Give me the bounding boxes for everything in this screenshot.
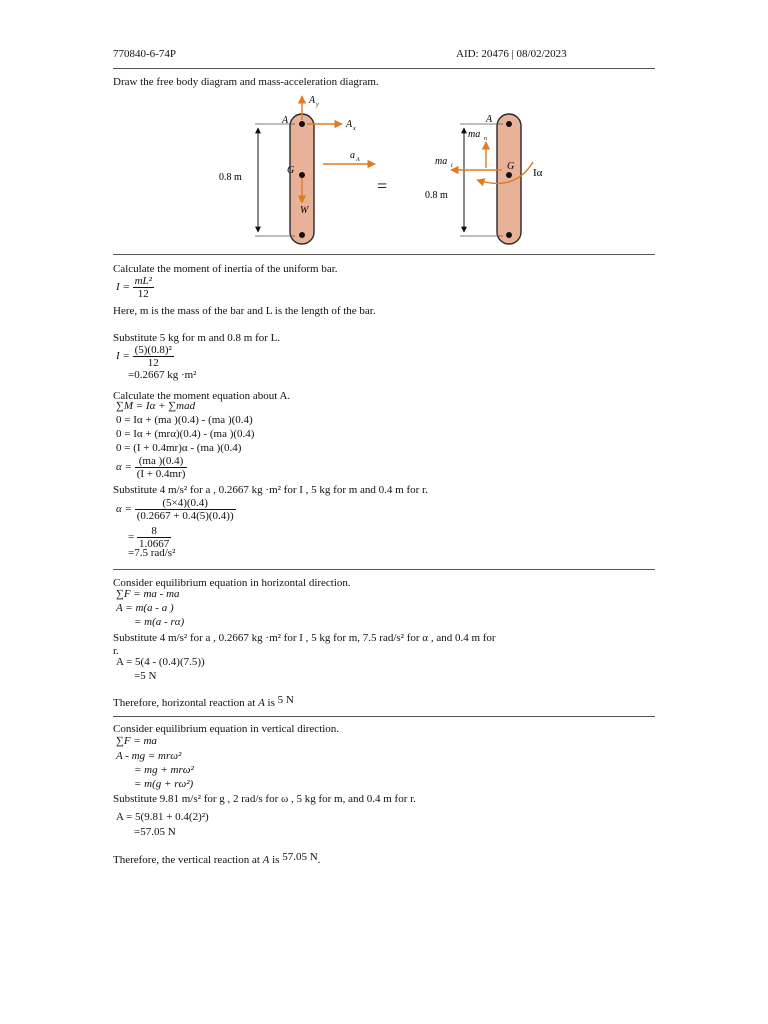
eq-num: (5×4)(0.4) [135, 497, 236, 510]
ay-label: A [309, 95, 316, 106]
fbd-pin-bottom [299, 232, 305, 238]
equals-sign: = [377, 176, 388, 196]
eq-num: (5)(0.8)² [134, 344, 172, 356]
conclusion-text: Therefore, horizontal reaction at [113, 697, 256, 709]
conclusion-is: is [267, 697, 275, 709]
vertical-eq-3: = mg + mrω² [134, 764, 194, 776]
moment-eq-4: 0 = (I + 0.4mr)α - (ma )(0.4) [116, 442, 242, 454]
kd-pin-a [506, 121, 512, 127]
divider [113, 569, 655, 570]
eq-lhs: α = [116, 461, 132, 474]
mat-label: ma [435, 156, 448, 167]
divider [113, 716, 655, 717]
alpha-eq-1 [116, 497, 236, 522]
moi-intro: Calculate the moment of inertia of the uniform bar. [113, 263, 338, 275]
eq-num: mL² [134, 275, 152, 287]
header-right: AID: 20476 | 08/02/2023 [456, 48, 567, 60]
eq-den: (I + 0.4mr) [136, 468, 186, 480]
horizontal-eq-3: = m(a - rα) [134, 616, 185, 628]
divider [113, 254, 655, 255]
moment-eq-3: 0 = Iα + (mrα)(0.4) - (ma )(0.4) [116, 428, 255, 440]
eq-num: 8 [137, 525, 171, 538]
horizontal-eq-2: A = m(a - a ) [116, 602, 174, 614]
subst-text: Substitute 5 kg for m and 0.8 m for L. [113, 332, 281, 344]
vertical-eq-1: ∑F = ma [116, 735, 157, 747]
kd-label-g: G [507, 161, 515, 172]
moment-eq-1: ∑M = Iα + ∑mad [116, 400, 196, 412]
subst-alpha: Substitute 4 m/s² for a , 0.2667 kg ·m² for I , 5 kg for m and 0.4 m for r. [113, 484, 428, 496]
eq-lhs: I = [116, 350, 130, 363]
horizontal-conclusion [113, 694, 294, 709]
mat-sub: t [451, 163, 453, 169]
subst-vertical: Substitute 9.81 m/s² for g , 2 rad/s for ω , 5 kg for m, and 0.4 m for r. [113, 793, 416, 805]
horizontal-eq-4: A = 5(4 - (0.4)(7.5)) [116, 656, 205, 668]
vertical-eq-5: A = 5(9.81 + 0.4(2)²) [116, 811, 209, 823]
conclusion-point: A [258, 697, 265, 709]
moi-result: =0.2667 kg ·m² [128, 369, 197, 381]
alpha-eq-2: = $\frac{8}{1.0667}$ [128, 525, 170, 550]
kd-label-a: A [486, 114, 493, 125]
conclusion-value: 5 N [277, 694, 294, 706]
aa-label: a [350, 150, 355, 161]
w-label: W [300, 205, 309, 216]
vertical-intro: Consider equilibrium equation in vertical direction. [113, 723, 340, 735]
eq-lhs: α = [116, 503, 132, 516]
fbd-pin-a [299, 121, 305, 127]
eq-lhs: I = [116, 281, 130, 294]
horizontal-eq-1: ∑F = ma - ma [116, 588, 180, 600]
ax-label: A [346, 119, 353, 130]
header-left: 770840-6-74P [113, 48, 176, 60]
fbd-kd-diagram [215, 92, 545, 247]
eq-den: 1.0667 [138, 538, 170, 550]
horizontal-intro: Consider equilibrium equation in horizontal direction. [113, 577, 351, 589]
eq-den: 12 [147, 357, 159, 369]
fbd-length-label: 0.8 m [219, 172, 242, 183]
conclusion-period: . [317, 854, 321, 866]
kd-center-g [506, 172, 512, 178]
moment-eq-5 [116, 455, 187, 480]
eq-den: (0.2667 + 0.4(5)(0.4)) [136, 510, 234, 522]
alpha-result: =7.5 rad/s² [128, 547, 176, 559]
kd-length-label: 0.8 m [425, 190, 448, 201]
divider [113, 68, 655, 69]
conclusion-text: Therefore, the vertical reaction at [113, 854, 260, 866]
conclusion-is: is [272, 854, 280, 866]
vertical-conclusion [113, 851, 320, 866]
aa-sub: A [356, 157, 360, 163]
here-text: Here, m is the mass of the bar and L is the length of the bar. [113, 305, 376, 317]
ax-sub: x [353, 126, 356, 132]
moment-eq-2: 0 = Iα + (ma )(0.4) - (ma )(0.4) [116, 414, 253, 426]
vertical-eq-4: = m(g + rω²) [134, 778, 194, 790]
vertical-result: =57.05 N [134, 826, 176, 838]
ialpha-label: Iα [533, 167, 543, 179]
man-sub: n [484, 136, 487, 142]
eq-num: (ma )(0.4) [135, 455, 188, 468]
subst-horizontal-cont: r. [113, 645, 119, 657]
man-label: ma [468, 129, 481, 140]
fbd-center-g [299, 172, 305, 178]
conclusion-point: A [262, 854, 270, 866]
moi-sub-equation [116, 344, 174, 369]
subst-horizontal: Substitute 4 m/s² for a , 0.2667 kg ·m² for I , 5 kg for m, 7.5 rad/s² for α , and 0.4 m for [113, 632, 496, 644]
instruction-text: Draw the free body diagram and mass-acceleration diagram. [113, 76, 379, 88]
moi-equation [116, 275, 154, 300]
fbd-label-a: A [282, 115, 289, 126]
fbd-label-g: G [287, 165, 295, 176]
ay-sub: y [316, 102, 319, 108]
horizontal-result: =5 N [134, 670, 157, 682]
conclusion-value: 57.05 N [282, 851, 318, 863]
moment-intro: Calculate the moment equation about A. [113, 390, 291, 402]
eq-den: 12 [137, 288, 149, 300]
vertical-eq-2: A - mg = mrω² [116, 750, 182, 762]
kd-pin-bottom [506, 232, 512, 238]
